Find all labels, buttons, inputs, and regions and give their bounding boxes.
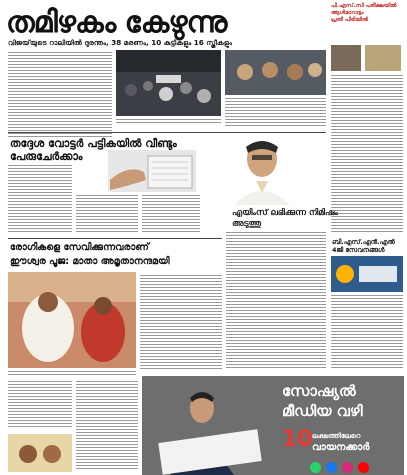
section-divider-2 (8, 238, 222, 239)
ad-line-2: മീഡിയ വഴി (282, 402, 363, 420)
youtube-icon[interactable] (358, 462, 369, 473)
ad-person-photo (150, 380, 270, 475)
lead-continued-text (225, 98, 326, 130)
lead-text-column (8, 52, 112, 140)
bottom-mid-text (76, 381, 138, 471)
lead-people-photo (225, 50, 326, 95)
politician-portrait (226, 133, 296, 205)
lead-subhead: വിജയ്‌യുടെ റാലിയിൽ ദുരന്തം, 38 മരണം, 10 കുട്ടികളും 16 സ്ത്രീകളും (8, 38, 233, 47)
right-column-text (331, 75, 403, 235)
promo-box[interactable] (331, 3, 403, 43)
voting-machine-photo (108, 150, 196, 192)
voter-text-col-2 (76, 195, 138, 235)
aims-text (226, 232, 326, 372)
promo-photo (331, 45, 361, 71)
lead-crowd-photo (116, 50, 221, 116)
bsnl-text (331, 295, 403, 372)
social-media-ad[interactable] (142, 376, 404, 475)
bsnl-photo (331, 256, 403, 292)
bsnl-headline-2: 4ജി സേവനങ്ങൾ (332, 246, 385, 254)
voter-text-col-3 (142, 195, 200, 235)
voter-list-headline-2: പേരുചേർക്കാം (10, 150, 83, 163)
facebook-icon[interactable] (326, 462, 337, 473)
bottom-left-thumbnail (8, 434, 72, 472)
ad-line-3: ലക്ഷത്തിലേറെ (312, 432, 361, 440)
promo-book-image (365, 45, 401, 71)
aims-headline-1: എയിംസ് ലഭിക്കുന്ന നിമിഷം (232, 208, 338, 218)
promo-line-1: പി.എസ്.സി പരീക്ഷയിൽ (331, 3, 397, 9)
promo-line-3: പ്രതി പിടിയിൽ (331, 17, 369, 23)
bottom-left-text (8, 381, 72, 431)
voter-list-headline-1: തദ്ദേശ വോട്ടർ പട്ടികയിൽ വീണ്ടും (10, 137, 177, 150)
ad-count: 10 (282, 427, 313, 452)
ad-line-1: സോഷ്യൽ (282, 382, 356, 400)
seva-text (140, 275, 222, 373)
masthead-title: തമിഴകം കേഴുന്നു (6, 5, 227, 40)
voter-text-col-1 (8, 165, 72, 235)
bsnl-headline-1: ബി.എസ്.എൻ.എൽ (332, 238, 395, 246)
amma-photo-caption (8, 369, 136, 377)
instagram-icon[interactable] (342, 462, 353, 473)
lead-photo-caption (116, 117, 221, 125)
seva-headline-1: രോഗികളെ സേവിക്കുന്നവരാണ് (10, 242, 149, 253)
whatsapp-icon[interactable] (310, 462, 321, 473)
aims-headline-2: അടുത്തു (232, 219, 261, 229)
seva-headline-2: ഈശ്വര പൂജ: മാതാ അമൃതാനന്ദമയി (10, 256, 170, 267)
amma-photo (8, 272, 136, 368)
ad-line-4: വായനക്കാർ (312, 442, 370, 453)
promo-line-2: ആൾമാറാട്ടം (331, 10, 364, 16)
